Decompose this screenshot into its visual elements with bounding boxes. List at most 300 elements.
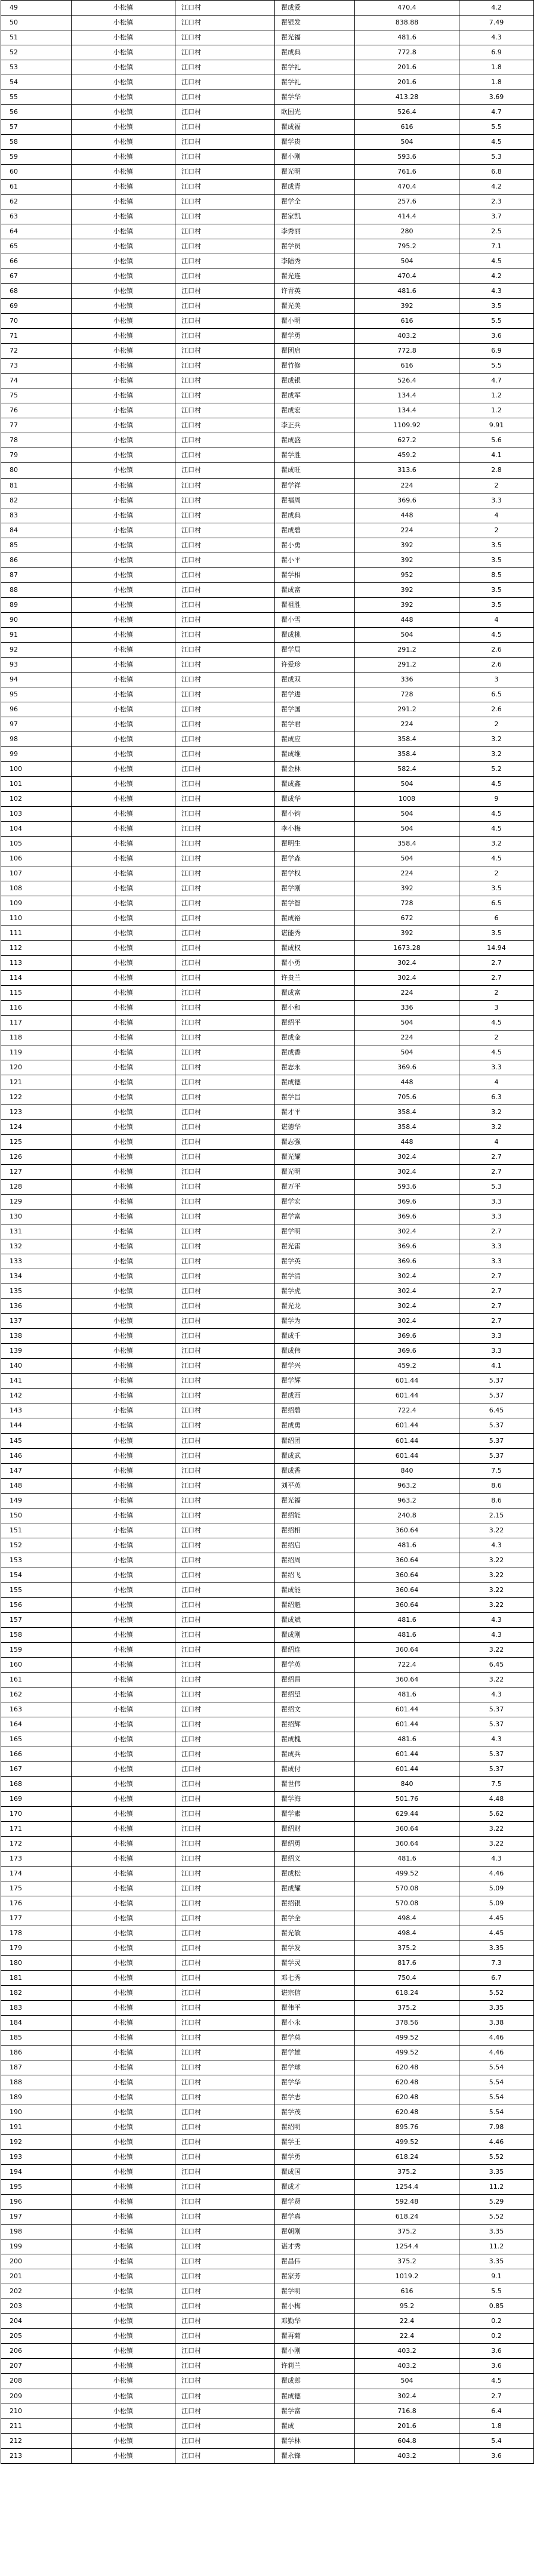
town-cell: 小松镇 [72,2434,175,2448]
village-cell: 江口村 [175,1598,275,1612]
village-cell: 江口村 [175,926,275,940]
area-cell: 360.64 [355,1673,459,1687]
table-row [1,1747,534,1762]
table-row [1,374,534,388]
area-cell: 963.2 [355,1479,459,1493]
name-cell: 瞿志永 [275,1060,355,1075]
village-cell: 江口村 [175,1747,275,1761]
amount-cell: 4.3 [459,1687,534,1702]
row-number-cell: 169 [1,1792,72,1806]
area-cell: 728 [355,687,459,702]
village-cell: 江口村 [175,388,275,403]
amount-cell: 2.7 [459,1269,534,1284]
name-cell: 瞿成 [275,2419,355,2433]
town-cell: 小松镇 [72,359,175,373]
table-row [1,1239,534,1254]
town-cell: 小松镇 [72,239,175,254]
village-cell: 江口村 [175,359,275,373]
name-cell: 瞿家凯 [275,209,355,224]
table-row [1,2359,534,2374]
town-cell: 小松镇 [72,1314,175,1328]
town-cell: 小松镇 [72,344,175,358]
town-cell: 小松镇 [72,2239,175,2254]
table-row [1,1105,534,1120]
row-number-cell: 61 [1,180,72,194]
town-cell: 小松镇 [72,1807,175,1821]
town-cell: 小松镇 [72,2269,175,2284]
table-row [1,1628,534,1643]
area-cell: 392 [355,881,459,896]
village-cell: 江口村 [175,2314,275,2328]
row-number-cell: 70 [1,314,72,328]
name-cell: 瞿金林 [275,762,355,776]
town-cell: 小松镇 [72,971,175,985]
amount-cell: 2.7 [459,956,534,970]
town-cell: 小松镇 [72,1717,175,1732]
name-cell: 瞿绍魁 [275,1598,355,1612]
amount-cell: 2.6 [459,702,534,717]
town-cell: 小松镇 [72,1673,175,1687]
area-cell: 481.6 [355,284,459,298]
table-row [1,2001,534,2016]
table-row [1,284,534,299]
row-number-cell: 161 [1,1673,72,1687]
row-number-cell: 81 [1,479,72,493]
table-row [1,1762,534,1777]
area-cell: 302.4 [355,956,459,970]
town-cell: 小松镇 [72,1359,175,1373]
row-number-cell: 84 [1,523,72,538]
town-cell: 小松镇 [72,1016,175,1030]
amount-cell: 3.69 [459,90,534,104]
name-cell: 瞿光明 [275,1165,355,1179]
name-cell: 瞿学雄 [275,2046,355,2060]
row-number-cell: 59 [1,150,72,164]
table-row [1,1210,534,1224]
row-number-cell: 199 [1,2239,72,2254]
name-cell: 瞿学海 [275,1792,355,1806]
row-number-cell: 210 [1,2404,72,2418]
amount-cell: 2.5 [459,224,534,239]
town-cell: 小松镇 [72,687,175,702]
village-cell: 江口村 [175,433,275,448]
village-cell: 江口村 [175,1254,275,1269]
amount-cell: 6.4 [459,2404,534,2418]
table-row [1,1464,534,1479]
area-cell: 481.6 [355,30,459,45]
town-cell: 小松镇 [72,1494,175,1508]
amount-cell: 2 [459,866,534,881]
table-row [1,911,534,926]
town-cell: 小松镇 [72,628,175,642]
village-cell: 江口村 [175,598,275,612]
village-cell: 江口村 [175,1822,275,1836]
table-row [1,433,534,448]
area-cell: 601.44 [355,1374,459,1388]
name-cell: 许青英 [275,284,355,298]
name-cell: 瞿学局 [275,643,355,657]
table-row [1,2404,534,2419]
row-number-cell: 110 [1,911,72,925]
table-row [1,1359,534,1374]
town-cell: 小松镇 [72,1210,175,1224]
name-cell: 瞿小雪 [275,613,355,627]
amount-cell: 3.22 [459,1837,534,1851]
table-row [1,2165,534,2180]
amount-cell: 5.4 [459,2434,534,2448]
table-row [1,314,534,329]
area-cell: 201.6 [355,2419,459,2433]
table-row [1,1299,534,1314]
row-number-cell: 79 [1,448,72,462]
area-cell: 403.2 [355,2359,459,2373]
row-number-cell: 149 [1,1494,72,1508]
village-cell: 江口村 [175,2239,275,2254]
town-cell: 小松镇 [72,1329,175,1343]
village-cell: 江口村 [175,1,275,15]
table-row [1,2016,534,2031]
table-row [1,866,534,881]
row-number-cell: 213 [1,2449,72,2463]
row-number-cell: 171 [1,1822,72,1836]
area-cell: 593.6 [355,150,459,164]
village-cell: 江口村 [175,2195,275,2209]
amount-cell: 4.5 [459,2374,534,2388]
name-cell: 瞿绍周 [275,1553,355,1568]
row-number-cell: 136 [1,1299,72,1313]
town-cell: 小松镇 [72,1598,175,1612]
amount-cell: 3.22 [459,1568,534,1582]
row-number-cell: 179 [1,1941,72,1955]
area-cell: 840 [355,1464,459,1478]
area-cell: 302.4 [355,2389,459,2404]
area-cell: 360.64 [355,1523,459,1538]
amount-cell: 3.2 [459,1120,534,1134]
amount-cell: 3.5 [459,299,534,313]
amount-cell: 9.91 [459,418,534,433]
amount-cell: 4.46 [459,1867,534,1881]
town-cell: 小松镇 [72,658,175,672]
amount-cell: 4.46 [459,2046,534,2060]
amount-cell: 11.2 [459,2239,534,2254]
row-number-cell: 82 [1,493,72,508]
village-cell: 江口村 [175,822,275,836]
table-row [1,254,534,269]
amount-cell: 4 [459,1075,534,1090]
name-cell: 瞿小勇 [275,538,355,553]
name-cell: 瞿成伟 [275,1344,355,1358]
name-cell: 瞿成国 [275,2165,355,2179]
village-cell: 江口村 [175,881,275,896]
village-cell: 江口村 [175,613,275,627]
row-number-cell: 153 [1,1553,72,1568]
area-cell: 375.2 [355,1941,459,1955]
name-cell: 瞿学祥 [275,479,355,493]
name-cell: 瞿绍连 [275,1643,355,1657]
town-cell: 小松镇 [72,2225,175,2239]
town-cell: 小松镇 [72,2075,175,2090]
town-cell: 小松镇 [72,956,175,970]
town-cell: 小松镇 [72,2254,175,2269]
table-row [1,822,534,837]
area-cell: 620.48 [355,2090,459,2105]
village-cell: 江口村 [175,658,275,672]
amount-cell: 8.5 [459,568,534,582]
town-cell: 小松镇 [72,374,175,388]
area-cell: 358.4 [355,732,459,746]
village-cell: 江口村 [175,1150,275,1164]
area-cell: 504 [355,2374,459,2388]
amount-cell: 4.3 [459,30,534,45]
amount-cell: 7.49 [459,16,534,30]
amount-cell: 4.5 [459,852,534,866]
village-cell: 江口村 [175,1896,275,1911]
row-number-cell: 165 [1,1732,72,1747]
table-row [1,1673,534,1687]
row-number-cell: 77 [1,418,72,433]
name-cell: 瞿光耀 [275,1150,355,1164]
name-cell: 瞿成付 [275,1762,355,1776]
name-cell: 邓七秀 [275,1971,355,1985]
area-cell: 963.2 [355,1494,459,1508]
village-cell: 江口村 [175,732,275,746]
name-cell: 瞿成华 [275,792,355,806]
area-cell: 375.2 [355,2001,459,2015]
name-cell: 瞿成典 [275,508,355,523]
town-cell: 小松镇 [72,598,175,612]
area-cell: 360.64 [355,1568,459,1582]
town-cell: 小松镇 [72,1239,175,1254]
row-number-cell: 152 [1,1538,72,1553]
area-cell: 672 [355,911,459,925]
row-number-cell: 201 [1,2269,72,2284]
village-cell: 江口村 [175,986,275,1000]
area-cell: 616 [355,314,459,328]
area-cell: 618.24 [355,2210,459,2224]
area-cell: 604.8 [355,2434,459,2448]
name-cell: 瞿绍勇 [275,1837,355,1851]
name-cell: 瞿绍明 [275,2120,355,2134]
village-cell: 江口村 [175,2344,275,2358]
village-cell: 江口村 [175,30,275,45]
row-number-cell: 164 [1,1717,72,1732]
row-number-cell: 97 [1,717,72,732]
amount-cell: 3.5 [459,598,534,612]
town-cell: 小松镇 [72,105,175,119]
table-row [1,1792,534,1807]
area-cell: 369.6 [355,1060,459,1075]
town-cell: 小松镇 [72,777,175,791]
row-number-cell: 111 [1,926,72,940]
table-row [1,1538,534,1553]
row-number-cell: 209 [1,2389,72,2404]
table-row [1,1434,534,1449]
amount-cell: 3.3 [459,1195,534,1209]
area-cell: 336 [355,1001,459,1015]
area-cell: 360.64 [355,1837,459,1851]
area-cell: 772.8 [355,344,459,358]
town-cell: 小松镇 [72,433,175,448]
town-cell: 小松镇 [72,762,175,776]
row-number-cell: 63 [1,209,72,224]
area-cell: 375.2 [355,2165,459,2179]
town-cell: 小松镇 [72,2090,175,2105]
town-cell: 小松镇 [72,1896,175,1911]
town-cell: 小松镇 [72,45,175,60]
row-number-cell: 206 [1,2344,72,2358]
name-cell: 瞿成宏 [275,403,355,418]
name-cell: 瞿绍文 [275,1702,355,1717]
row-number-cell: 182 [1,1986,72,2000]
area-cell: 481.6 [355,1852,459,1866]
row-number-cell: 207 [1,2359,72,2373]
row-number-cell: 166 [1,1747,72,1761]
table-row [1,30,534,45]
row-number-cell: 174 [1,1867,72,1881]
town-cell: 小松镇 [72,2105,175,2120]
row-number-cell: 141 [1,1374,72,1388]
row-number-cell: 160 [1,1658,72,1672]
town-cell: 小松镇 [72,1449,175,1463]
name-cell: 瞿成才 [275,2180,355,2194]
table-row [1,732,534,747]
village-cell: 江口村 [175,60,275,75]
area-cell: 257.6 [355,195,459,209]
row-number-cell: 204 [1,2314,72,2328]
name-cell: 李小梅 [275,822,355,836]
area-cell: 722.4 [355,1403,459,1418]
table-row [1,1075,534,1090]
amount-cell: 0.85 [459,2299,534,2313]
town-cell: 小松镇 [72,1269,175,1284]
town-cell: 小松镇 [72,195,175,209]
table-row [1,1344,534,1359]
area-cell: 616 [355,120,459,134]
amount-cell: 3.6 [459,2344,534,2358]
amount-cell: 4.5 [459,807,534,821]
amount-cell: 3.3 [459,1254,534,1269]
amount-cell: 5.52 [459,1986,534,2000]
town-cell: 小松镇 [72,508,175,523]
name-cell: 瞿学灵 [275,1956,355,1970]
amount-cell: 3.7 [459,209,534,224]
area-cell: 403.2 [355,2344,459,2358]
row-number-cell: 134 [1,1269,72,1284]
village-cell: 江口村 [175,866,275,881]
village-cell: 江口村 [175,2016,275,2030]
row-number-cell: 197 [1,2210,72,2224]
town-cell: 小松镇 [72,448,175,462]
name-cell: 瞿成富 [275,583,355,597]
table-row [1,777,534,792]
town-cell: 小松镇 [72,1956,175,1970]
table-row [1,1090,534,1105]
row-number-cell: 65 [1,239,72,254]
village-cell: 江口村 [175,16,275,30]
row-number-cell: 55 [1,90,72,104]
row-number-cell: 60 [1,165,72,179]
name-cell: 欧国光 [275,105,355,119]
village-cell: 江口村 [175,1299,275,1313]
table-row [1,150,534,165]
area-cell: 375.2 [355,2225,459,2239]
amount-cell: 5.37 [459,1389,534,1403]
area-cell: 526.4 [355,105,459,119]
table-row [1,239,534,254]
area-cell: 952 [355,568,459,582]
area-cell: 601.44 [355,1747,459,1761]
table-row [1,1926,534,1941]
amount-cell: 3 [459,1001,534,1015]
row-number-cell: 208 [1,2374,72,2388]
table-row [1,1180,534,1195]
area-cell: 620.48 [355,2075,459,2090]
amount-cell: 5.62 [459,1807,534,1821]
area-cell: 360.64 [355,1822,459,1836]
table-row [1,1479,534,1494]
area-cell: 620.48 [355,2060,459,2075]
area-cell: 1673.28 [355,941,459,955]
village-cell: 江口村 [175,1867,275,1881]
amount-cell: 3.5 [459,881,534,896]
town-cell: 小松镇 [72,2449,175,2463]
amount-cell: 3.22 [459,1643,534,1657]
town-cell: 小松镇 [72,1867,175,1881]
amount-cell: 14.94 [459,941,534,955]
area-cell: 358.4 [355,1105,459,1119]
area-cell: 358.4 [355,1120,459,1134]
town-cell: 小松镇 [72,30,175,45]
amount-cell: 3 [459,672,534,687]
town-cell: 小松镇 [72,314,175,328]
area-cell: 360.64 [355,1583,459,1597]
amount-cell: 4.3 [459,284,534,298]
area-cell: 392 [355,583,459,597]
row-number-cell: 132 [1,1239,72,1254]
village-cell: 江口村 [175,224,275,239]
town-cell: 小松镇 [72,1479,175,1493]
name-cell: 李秀丽 [275,224,355,239]
town-cell: 小松镇 [72,2060,175,2075]
town-cell: 小松镇 [72,538,175,553]
name-cell: 谌德华 [275,1120,355,1134]
table-row [1,1508,534,1523]
name-cell: 瞿学宏 [275,1195,355,1209]
table-row [1,195,534,209]
table-row [1,613,534,628]
row-number-cell: 143 [1,1403,72,1418]
village-cell: 江口村 [175,956,275,970]
amount-cell: 2.6 [459,643,534,657]
area-cell: 895.76 [355,2120,459,2134]
name-cell: 瞿学兴 [275,1359,355,1373]
row-number-cell: 118 [1,1031,72,1045]
area-cell: 470.4 [355,180,459,194]
amount-cell: 4.3 [459,1732,534,1747]
amount-cell: 9.1 [459,2269,534,2284]
village-cell: 江口村 [175,523,275,538]
name-cell: 瞿学英 [275,1658,355,1672]
village-cell: 江口村 [175,1195,275,1209]
name-cell: 瞿学茂 [275,2105,355,2120]
area-cell: 1008 [355,792,459,806]
village-cell: 江口村 [175,2180,275,2194]
town-cell: 小松镇 [72,672,175,687]
table-row [1,2090,534,2105]
amount-cell: 1.2 [459,403,534,418]
name-cell: 瞿学礼 [275,60,355,75]
name-cell: 谌宗信 [275,1986,355,2000]
